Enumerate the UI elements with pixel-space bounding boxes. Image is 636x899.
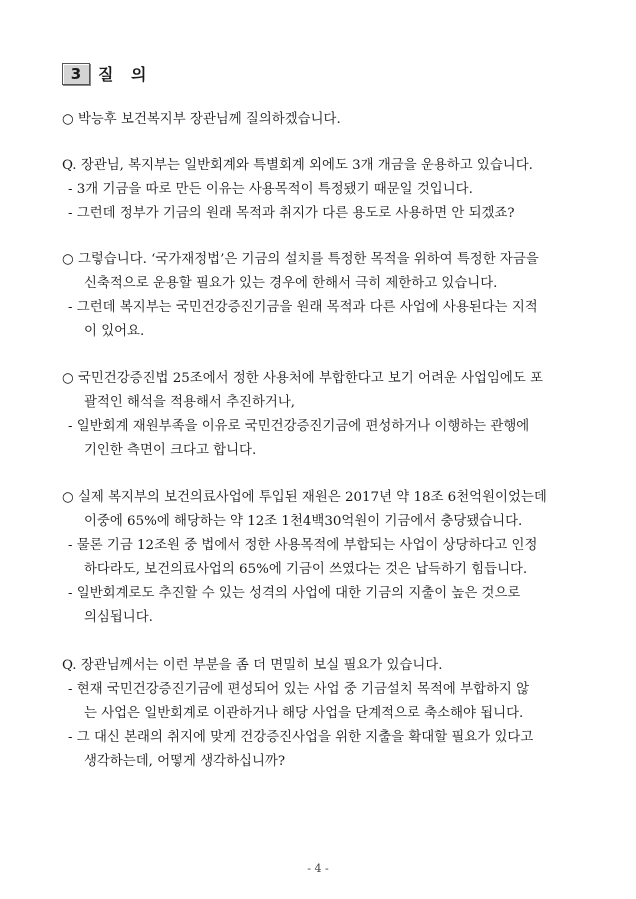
- paragraph-line: 이중에 65%에 해당하는 약 12조 1천4백30억원이 기금에서 충당됐습니다.: [84, 514, 523, 529]
- paragraph-line: ○ 국민건강증진법 25조에서 정한 사용처에 부합한다고 보기 어려운 사업임에도 포: [62, 371, 543, 386]
- section-heading: [62, 62, 152, 85]
- question-line: Q. 장관님께서는 이런 부분을 좀 더 면밀히 보실 필요가 있습니다.: [62, 658, 443, 673]
- bullet-line: - 물론 기금 12조원 중 법에서 정한 사용목적에 부합되는 사업이 상당하다고 인정: [68, 538, 538, 553]
- bullet-line: - 그 대신 본래의 취지에 맞게 건강증진사업을 위한 지출을 확대할 필요가 있다고: [68, 730, 534, 745]
- bullet-line: 기인한 측면이 크다고 합니다.: [84, 443, 257, 458]
- paragraph-line: 신축적으로 운용할 필요가 있는 경우에 한해서 극히 제한하고 있습니다.: [84, 276, 498, 291]
- bullet-line: 의심됩니다.: [84, 610, 153, 625]
- paragraph-line: ○ 그렇습니다. ‘국가재정법’은 기금의 설치를 특정한 목적을 위하여 특정한 자금을: [62, 252, 539, 267]
- bullet-line: - 3개 기금을 따로 만든 이유는 사용목적이 특정됐기 때문일 것입니다.: [68, 182, 473, 197]
- paragraph-line: ○ 박능후 보건복지부 장관님께 질의하겠습니다.: [62, 112, 341, 127]
- bullet-line: 하다라도, 보건의료사업의 65%에 기금이 쓰였다는 것은 납득하기 힘듭니다.: [84, 562, 528, 577]
- section-title: 질 의: [98, 65, 153, 84]
- bullet-line: 는 사업은 일반회계로 이관하거나 해당 사업을 단계적으로 축소해야 됩니다.: [84, 706, 524, 721]
- question-line: Q. 장관님, 복지부는 일반회계와 특별회계 외에도 3개 개금을 운용하고 있습니다.: [62, 158, 533, 173]
- paragraph-line: ○ 실제 복지부의 보건의료사업에 투입된 재원은 2017년 약 18조 6천억원이었는데: [62, 490, 547, 505]
- bullet-line: - 현재 국민건강증진기금에 편성되어 있는 사업 중 기금설치 목적에 부합하지 않: [68, 682, 530, 697]
- bullet-line: 생각하는데, 어떻게 생각하십니까?: [84, 754, 286, 769]
- bullet-line: - 그런데 정부가 기금의 원래 목적과 취지가 다른 용도로 사용하면 안 되겠죠?: [68, 206, 515, 221]
- bullet-line: 이 있어요.: [84, 324, 145, 339]
- page-number: - 4 -: [307, 862, 329, 875]
- bullet-line: - 그런데 복지부는 국민건강증진기금을 원래 목적과 다른 사업에 사용된다는 지적: [68, 300, 538, 315]
- section-number-box: 3: [62, 63, 90, 85]
- bullet-line: - 일반회계로도 추진할 수 있는 성격의 사업에 대한 기금의 지출이 높은 것으로: [68, 586, 521, 601]
- paragraph-line: 괄적인 해석을 적용해서 추진하거나,: [84, 395, 296, 410]
- bullet-line: - 일반회계 재원부족을 이유로 국민건강증진기금에 편성하거나 이행하는 관행에: [68, 419, 530, 434]
